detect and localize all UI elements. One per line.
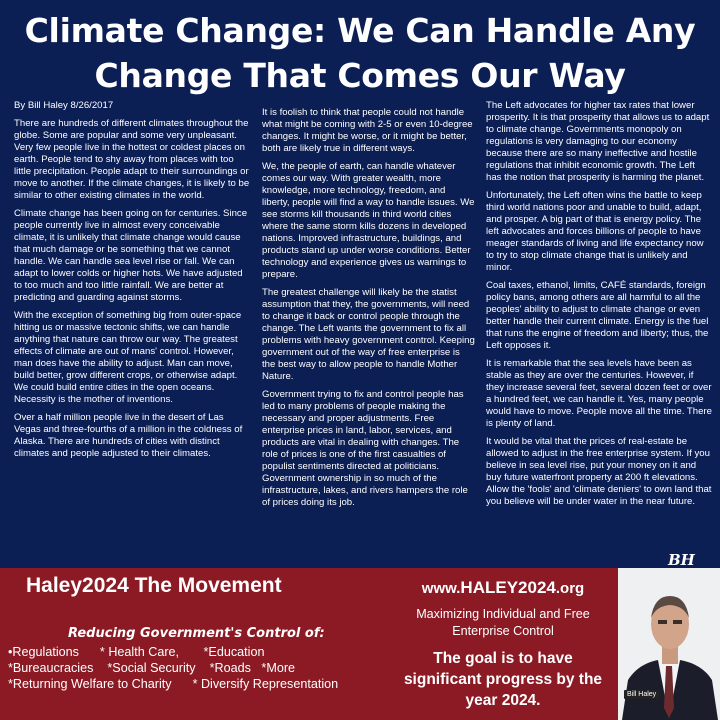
issue-item: * Health Care,	[99, 645, 180, 659]
website-block	[398, 578, 608, 711]
goal-statement: The goal is to have significant progress by the year 2024.	[403, 650, 603, 709]
paragraph: The Left advocates for higher tax rates that lower prosperity. It is that prosperity that allows us to adapt to climate change. Governments monopoly on regulations is very damaging to our economy because there are so many ineffective and hostile regulations that inhibit economic growth. The Left has the notion that prosperity is harming the planet.	[486, 100, 710, 183]
paragraph: Government trying to fix and control people has led to many problems of people making the necessary and proper adjustments. Free enterprise prices in land, labor, services, and products are vital in dealing with changes. The role of prices is one of the first casualties of populist sentiments directed at politicians. Government ownership in so much of the infrastructure, lakes, and rivers hampers the role of prices doing its job.	[262, 389, 468, 508]
paragraph: It is foolish to think that people could not handle what might be coming with 2-5 or even 10-degree changes. It might be worse, or it might be better, both are likely true in different ways.	[262, 107, 473, 154]
issue-item: *Social Security	[107, 661, 196, 675]
column-2	[262, 107, 475, 515]
photo-caption: Bill Haley	[624, 690, 659, 699]
reducing-heading: Reducing Government's Control of:	[68, 626, 325, 641]
issue-list	[8, 644, 408, 692]
paragraph: Coal taxes, ethanol, limits, CAFÉ standards, foreign policy bans, among others are all harmful to all the peoples' ability to adjust to climate change or even better handle their current climate. Energy is the fuel that runs the engine of freedom and liberty; thus, the Left opposes it.	[486, 280, 709, 351]
issue-item: *Roads	[209, 661, 251, 675]
page-title: Climate Change: We Can Handle Any Change That Comes Our Way	[24, 11, 696, 95]
byline: By Bill Haley 8/26/2017	[14, 100, 114, 111]
paragraph: We, the people of earth, can handle whatever comes our way. With greater wealth, more knowledge, more technology, freedom, and liberty, people will find a way to handle issues. We see storms kill thousands in third world cities where the same storm kills dozens in developed nations. Improved infrastructure, buildings, and products stand up under worse conditions. Better technology and experience gives us warnings to prepare.	[262, 161, 475, 280]
issue-item: *More	[261, 661, 296, 675]
paragraph: It is remarkable that the sea levels have been as stable as they are over the centuries. However, if they increase several feet, several dozen feet or over a hundred feet, we can handle it. Yes, many people would have to move. People move all the time. There is plenty of land.	[486, 358, 712, 429]
column-1	[14, 100, 250, 466]
tagline: Maximizing Individual and Free Enterprise Control	[416, 607, 590, 638]
issue-item: *Education	[203, 645, 265, 659]
column-3	[486, 100, 712, 514]
website-url: www.HALEY2024.org	[421, 578, 585, 597]
issue-item: *Returning Welfare to Charity	[8, 677, 172, 691]
issue-row	[8, 660, 408, 676]
paragraph: There are hundreds of different climates throughout the globe. Some are popular and some very unpleasant. Very few people live in the hottest or coldest places on earth. People tend to shy away from places with too little precipitation. People adapt to their surroundings or move to another. If the climate changes, it is likely to be similar to other existing climates in the world.	[14, 118, 250, 201]
issue-row	[8, 676, 408, 692]
issue-item: •Regulations	[8, 645, 79, 659]
paragraph: Over a half million people live in the desert of Las Vegas and three-fourths of a million in the coldness of Alaska. There are hundreds of cities with distinct climates and people adjusted to their climates.	[14, 412, 243, 459]
paragraph: Unfortunately, the Left often wins the battle to keep third world nations poor and unable to build, adapt, and prosper. A big part of that is energy policy. The left advocates and forces billions of people to have meager standards of living and life expectancy now to try to stop climate change that is unlikely and minor.	[486, 190, 704, 273]
issue-row	[8, 644, 408, 660]
movement-heading: Haley2024 The Movement	[26, 574, 282, 597]
paragraph: Climate change has been going on for centuries. Since people currently live in almost every conceivable climate, it is unlikely that climate change would cause that much damage or be something that we cannot handle. We can handle sea level rise or fall. We can adapt to lower colds or higher hots. We have adjusted to too much and too little rainfall. We are better at predicting and guarding against storms.	[14, 208, 248, 303]
paragraph: It would be vital that the prices of real-estate be allowed to adjust in the free enterprise system. If you believe in sea level rise, put your money on it and buy future waterfront property at 200 ft elevations. Allow the 'fools' and 'climate deniers' to own land that you believe will be under water in the near future.	[486, 436, 712, 507]
paragraph: The greatest challenge will likely be the statist assumption that they, the governments, will need to change it back or control people through the change. The Left wants the government to fix all problems with heavy government control. Keeping government out of the way of free enterprise is the best way to allow people to handle Mother Nature.	[262, 287, 475, 382]
issue-item: * Diversify Representation	[192, 677, 339, 691]
paragraph: With the exception of something big from outer-space hitting us or massive tectonic shifts, we can handle anything that nature can throw our way. The greatest effects of climate are out of mans' control. However, man does have the ability to adjust. Man can move, build better, grow different crops, or otherwise adapt. We could build entire cities in the open oceans. Necessity is the mother of inventions.	[14, 310, 242, 405]
bh-monogram: BH	[668, 551, 695, 569]
issue-item: *Bureaucracies	[8, 661, 94, 675]
